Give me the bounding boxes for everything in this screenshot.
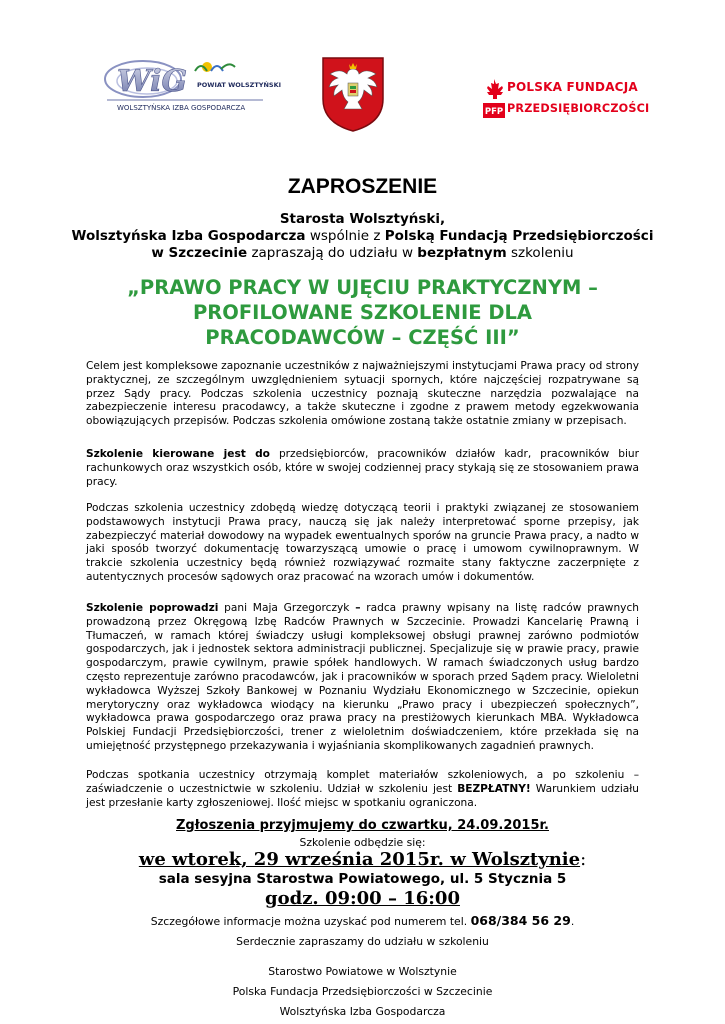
headline-line2: PROFILOWANE SZKOLENIE DLA: [192, 301, 533, 324]
footer-org2: Polska Fundacja Przedsiębiorczości w Szczecinie: [232, 985, 493, 998]
intro-text-c: szkoleniu: [506, 245, 574, 261]
materials-text-a: Podczas spotkania uczestnicy otrzymają komplet materiałów szkoleniowych, a po szkoleniu – zaświadczenie o uczestnictwie w szkoleniu. Udział w szkoleniu jest: [86, 769, 639, 795]
intro-text-a: wspólnie z: [305, 228, 385, 244]
contact-info: [0, 913, 725, 928]
invite-text: Serdecznie zapraszamy do udziału w szkoleniu: [236, 935, 489, 948]
contact-end: .: [570, 915, 575, 928]
registration-deadline: Zgłoszenia przyjmujemy do czwartku, 24.09.2015r.: [176, 818, 549, 833]
wig-mark: WiG: [117, 64, 188, 99]
takes-place-label: Szkolenie odbędzie się:: [299, 836, 426, 849]
intro-line3: [0, 245, 725, 261]
intro-free: bezpłatnym: [417, 245, 507, 261]
training-venue: sala sesyjna Starostwa Powiatowego, ul. 5 Stycznia 5: [158, 871, 567, 887]
materials-text-b: Warunkiem udziału jest przesłanie karty zgłoszeniowej. Ilość miejsc w spotkaniu ograniczona.: [86, 782, 639, 809]
paragraph-materials: [86, 769, 639, 810]
paragraph-trainer: [86, 602, 639, 754]
training-date: [0, 849, 725, 870]
pfp-line1: POLSKA FUNDACJA: [507, 80, 638, 94]
trainer-label: Szkolenie poprowadzi: [86, 602, 219, 614]
intro-text-b: zapraszają do udziału w: [247, 245, 418, 261]
contact-phone: 068/384 56 29: [470, 913, 571, 928]
audience-label: Szkolenie kierowane jest do: [86, 448, 270, 460]
headline-line1: „PRAWO PRACY W UJĘCIU PRAKTYCZNYM –: [127, 276, 598, 299]
intro-org2: Polską Fundacją Przedsiębiorczości: [384, 228, 654, 244]
wig-logo: [103, 57, 282, 115]
intro-line1: Starosta Wolsztyński,: [279, 211, 446, 227]
trainer-name: pani Maja Grzegorczyk: [218, 602, 356, 614]
wig-logo-graphic: [103, 57, 282, 115]
wig-line1: POWIAT WOLSZTYŃSKI: [197, 81, 282, 89]
audience-text: przedsiębiorców, pracowników działów kadr, pracowników biur rachunkowych oraz wszystkich osób, które w swojej codziennej pracy stykają się ze stosowaniem prawa pracy.: [86, 448, 639, 488]
footer-org1: Starostwo Powiatowe w Wolsztynie: [268, 965, 457, 978]
paragraph-content: Podczas szkolenia uczestnicy zdobędą wiedzę dotyczącą teorii i praktyki związanej ze stosowaniem podstawowych instytucji Prawa pracy, nauczą się jak należy interpretować sporne przepisy, jak zabezpieczyć materiał dowodowy na wypadek ewentualnych sporów na gruncie Prawa pracy, a nadto w jaki sposób tworzyć dokumentację towarzyszącą umowie o pracę i umowom cywilnoprawnym. W trakcie szkolenia uczestnicy będą również rozwiązywać rozmaite stany faktyczne zaczerpnięte z autentycznych procesów sądowych oraz pracować na wzorach umów i dokumentów.: [86, 502, 639, 583]
paragraph-goal: Celem jest kompleksowe zapoznanie uczestników z najważniejszymi instytucjami Prawa pracy od strony praktycznej, ze szczególnym uwzględnieniem sytuacji spornych, które najczęściej rozpatrywane są przez Sądy pracy. Podczas szkolenia uczestnicy poznają skuteczne narzędzia pozwalające na zabezpieczenie interesu pracodawcy, a także skuteczne i zgodne z prawem metody egzekwowania obowiązujących przepisów. Podczas szkolenia omówione zostaną także ostatnie zmiany w przepisach.: [86, 360, 639, 428]
paragraph-audience: [86, 448, 639, 489]
date-colon: :: [580, 849, 587, 870]
intro-org1: Wolsztyńska Izba Gospodarcza: [71, 228, 306, 244]
footer-org3: Wolsztyńska Izba Gospodarcza: [279, 1005, 446, 1018]
training-hours: godz. 09:00 – 16:00: [265, 888, 460, 909]
pfp-line2: PRZEDSIĘBIORCZOŚCI: [507, 102, 650, 115]
trainer-dash: –: [355, 602, 361, 614]
free-badge: BEZPŁATNY!: [457, 782, 531, 795]
date-text: we wtorek, 29 września 2015r. w Wolsztynie: [138, 849, 581, 870]
pfp-logo: [483, 78, 653, 120]
contact-text: Szczegółowe informacje można uzyskać pod numerem tel.: [150, 915, 471, 928]
trainer-bio: radca prawny wpisany na listę radców prawnych prowadzoną przez Okręgową Izbę Radców Prawnych w Szczecinie. Prowadzi Kancelarię Prawną i Tłumaczeń, w ramach której świadczy usługi kompleksowej obsługi prawnej zarówno podmiotów gospodarczych, jak i jednostek sektora administracji publicznej. Specjalizuje się w prawie pracy, prawie gospodarczym, prawie cywilnym, prawie spółek handlowych. W ramach świadczonych usług bardzo często reprezentuje zarówno pracodawców, jak i pracowników w sporach przed Sądem pracy. Wieloletni wykładowca Wyższej Szkoły Bankowej w Poznaniu Wydziału Ekonomicznego w Szczecinie, opiekun merytoryczny oraz wykładowca wiodący na kierunku „Prawo pracy i ubezpieczeń społecznych”, wykładowca prawa gospodarczego oraz prawa pracy na prestiżowych kierunkach MBA. Wykładowca Polskiej Fundacji Przedsiębiorczości, trener z wieloletnim doświadczeniem, które przekłada się na umiejętność przystępnego przekazywania i wyjaśniania skomplikowanych zagadnień prawnych.: [86, 602, 639, 752]
intro-line2: [0, 228, 725, 244]
headline-line3: PRACODAWCÓW – CZĘŚĆ III”: [205, 326, 520, 349]
eagle-crest-icon: [320, 55, 386, 133]
maple-leaf-icon: [483, 78, 505, 120]
intro-city: w Szczecinie: [151, 245, 248, 261]
page-title: ZAPROSZENIE: [287, 175, 438, 198]
wig-line2: WOLSZTYŃSKA IZBA GOSPODARCZA: [117, 104, 246, 112]
pfp-mark: PFP: [484, 107, 504, 117]
